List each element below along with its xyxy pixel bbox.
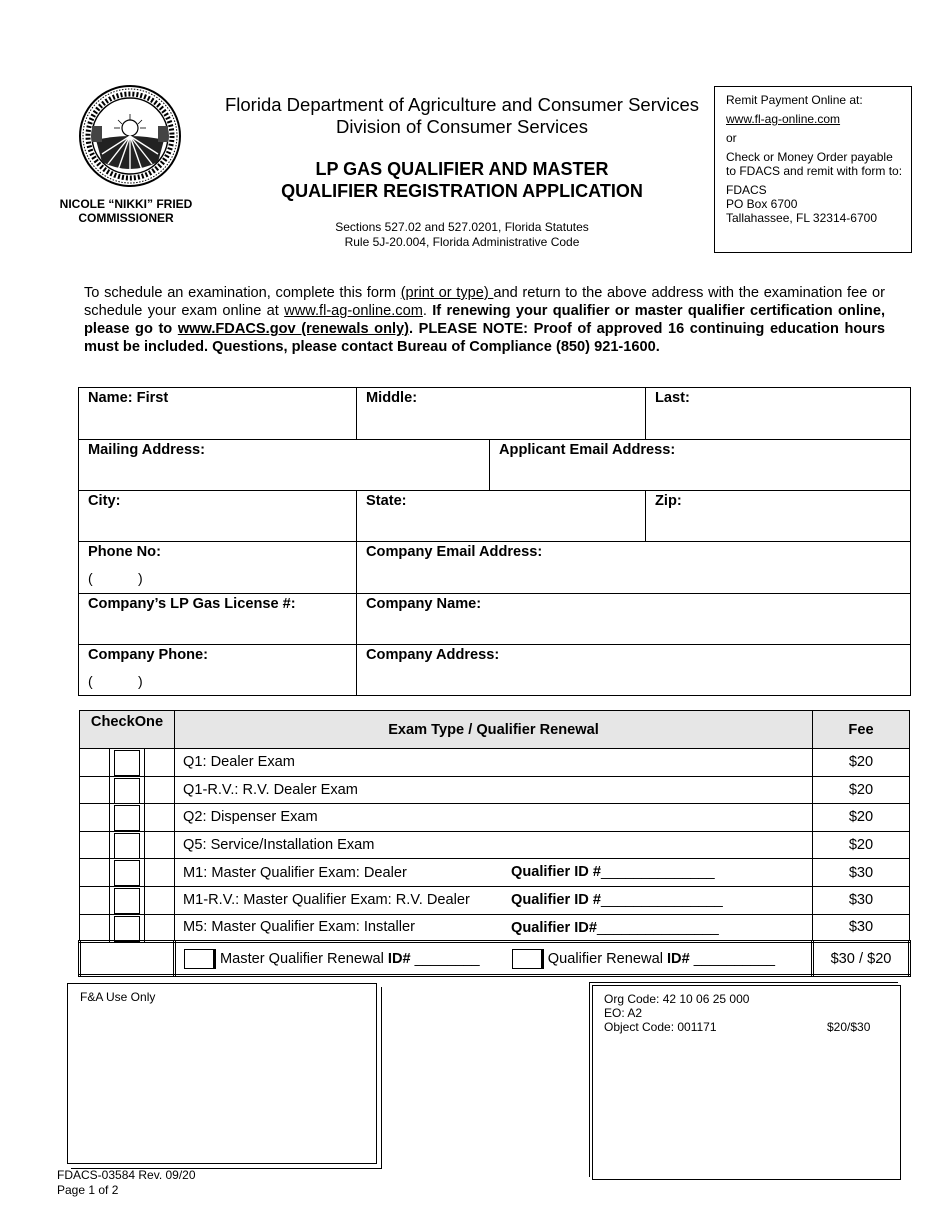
form-title-line-1: LP GAS QUALIFIER AND MASTER bbox=[315, 159, 609, 179]
commissioner-line-1: NICOLE “NIKKI” FRIED bbox=[59, 197, 193, 211]
company-email-label: Company Email Address: bbox=[366, 544, 543, 560]
phone-area-code bbox=[88, 570, 143, 586]
exam-fee: $20 bbox=[813, 776, 910, 804]
form-title bbox=[212, 158, 712, 202]
intro-renew-link[interactable]: www.FDACS.gov (renewals only) bbox=[177, 321, 410, 337]
state-field[interactable] bbox=[357, 491, 646, 542]
exam-type-label: M5: Master Qualifier Exam: Installer bbox=[183, 919, 415, 936]
exam-type-label: Q1: Dealer Exam bbox=[183, 754, 295, 771]
agency-name: Florida Department of Agriculture and Consumer Services bbox=[224, 94, 700, 115]
exam-type-cell bbox=[175, 886, 813, 914]
fee-amount: $20/$30 bbox=[827, 1020, 871, 1034]
company-email-field[interactable] bbox=[357, 542, 910, 594]
exam-type-header: Exam Type / Qualifier Renewal bbox=[175, 711, 813, 749]
exam-type-label: Q5: Service/Installation Exam bbox=[183, 837, 375, 854]
exam-fee: $30 bbox=[813, 886, 910, 914]
remit-check-instructions: Check or Money Order payable to FDACS and remit with form to: bbox=[726, 150, 903, 178]
zip-label: Zip: bbox=[655, 493, 682, 509]
exam-type-cell bbox=[175, 831, 813, 859]
applicant-info-form bbox=[78, 387, 911, 696]
exam-check-cell bbox=[80, 886, 175, 914]
fa-use-only-label: F&A Use Only bbox=[80, 990, 156, 1004]
city-label: City: bbox=[88, 493, 121, 509]
exam-check-cell bbox=[80, 831, 175, 859]
page-number: Page 1 of 2 bbox=[57, 1183, 119, 1197]
company-name-label: Company Name: bbox=[366, 596, 482, 612]
exam-fee: $30 bbox=[813, 859, 910, 887]
exam-fee: $20 bbox=[813, 831, 910, 859]
master-renewal-label: Master Qualifier Renewal bbox=[220, 950, 388, 967]
exam-row bbox=[80, 914, 910, 942]
remit-address-line-2: PO Box 6700 bbox=[726, 197, 798, 211]
company-address-field[interactable] bbox=[357, 645, 910, 695]
company-phone-area-code bbox=[88, 673, 143, 689]
check-one-header: CheckOne bbox=[80, 711, 175, 749]
intro-text-1: To schedule an examination, complete this form bbox=[84, 285, 401, 301]
form-number: FDACS-03584 Rev. 09/20 bbox=[57, 1168, 196, 1182]
exam-row bbox=[80, 886, 910, 914]
area-code-close: ) bbox=[138, 570, 143, 586]
middle-name-field[interactable] bbox=[357, 388, 646, 440]
master-renewal-id-blank[interactable]: ________ bbox=[410, 950, 480, 967]
area-code-open: ( bbox=[88, 570, 93, 586]
org-code-box bbox=[592, 985, 901, 1180]
qualifier-id-label: Qualifier ID # bbox=[511, 864, 602, 881]
applicant-email-label: Applicant Email Address: bbox=[499, 442, 676, 458]
qualifier-id-label: Qualifier ID# bbox=[511, 919, 597, 936]
renewal-options bbox=[175, 942, 813, 976]
remit-or: or bbox=[726, 131, 737, 145]
exam-fee: $20 bbox=[813, 804, 910, 832]
exam-fee: $30 bbox=[813, 914, 910, 942]
exam-check-cell bbox=[80, 804, 175, 832]
exam-checkbox[interactable] bbox=[114, 860, 140, 886]
exam-checkbox[interactable] bbox=[114, 750, 140, 776]
exam-type-label: Q2: Dispenser Exam bbox=[183, 809, 318, 826]
exam-row bbox=[80, 859, 910, 887]
company-name-field[interactable] bbox=[357, 594, 910, 645]
form-footer bbox=[57, 1168, 196, 1198]
exam-checkbox[interactable] bbox=[114, 805, 140, 831]
exam-fee: $20 bbox=[813, 749, 910, 777]
qualifier-id-field[interactable] bbox=[511, 920, 719, 936]
remit-address-line-1: FDACS bbox=[726, 183, 767, 197]
statute-reference bbox=[212, 220, 712, 250]
intro-note-text: . PLEASE NOTE: Proof of approved 16 continuing education hours must be included. Questions, please contact Bureau of Compliance (850) 921-1600. bbox=[84, 321, 885, 355]
exam-type-label: Q1-R.V.: R.V. Dealer Exam bbox=[183, 781, 358, 798]
middle-name-label: Middle: bbox=[366, 390, 418, 406]
qualifier-renewal-label: Qualifier Renewal bbox=[547, 950, 667, 967]
exam-checkbox[interactable] bbox=[114, 778, 140, 804]
division-name: Division of Consumer Services bbox=[336, 116, 588, 137]
last-name-label: Last: bbox=[655, 390, 690, 406]
exam-type-cell bbox=[175, 776, 813, 804]
exam-row bbox=[80, 749, 910, 777]
city-field[interactable] bbox=[79, 491, 357, 542]
department-seal-logo bbox=[78, 84, 182, 188]
exam-checkbox[interactable] bbox=[114, 833, 140, 859]
phone-label: Phone No: bbox=[88, 544, 161, 560]
qualifier-renewal-id-label: ID# bbox=[667, 950, 690, 967]
exam-row bbox=[80, 831, 910, 859]
qualifier-renewal-id-blank[interactable]: __________ bbox=[689, 950, 775, 967]
first-name-field[interactable] bbox=[79, 388, 357, 440]
object-code: Object Code: 001171 bbox=[604, 1020, 717, 1034]
exam-check-cell bbox=[80, 749, 175, 777]
exam-type-cell bbox=[175, 859, 813, 887]
intro-print-type: (print or type) bbox=[400, 285, 494, 301]
first-name-label: Name: First bbox=[88, 390, 169, 406]
instructions-paragraph bbox=[84, 284, 885, 356]
exam-check-cell bbox=[80, 914, 175, 942]
zip-field[interactable] bbox=[646, 491, 910, 542]
company-phone-field[interactable] bbox=[79, 645, 357, 695]
exam-type-cell bbox=[175, 914, 813, 942]
phone-field[interactable] bbox=[79, 542, 357, 594]
exam-type-table bbox=[78, 710, 911, 977]
commissioner-name bbox=[40, 197, 212, 225]
exam-type-label: M1: Master Qualifier Exam: Dealer bbox=[183, 864, 407, 881]
org-code: Org Code: 42 10 06 25 000 bbox=[604, 992, 750, 1006]
exam-row bbox=[80, 776, 910, 804]
remit-online-link[interactable]: www.fl-ag-online.com bbox=[726, 112, 841, 126]
statute-line-1: Sections 527.02 and 527.0201, Florida Statutes bbox=[335, 220, 589, 234]
remit-address-line-3: Tallahassee, FL 32314-6700 bbox=[726, 211, 877, 225]
qualifier-id-blank[interactable]: _______________ bbox=[601, 891, 723, 908]
intro-online-link[interactable]: www.fl-ag-online.com bbox=[284, 303, 423, 319]
mailing-address-label: Mailing Address: bbox=[88, 442, 206, 458]
master-renewal-id-label: ID# bbox=[387, 950, 411, 967]
master-renewal-checkbox[interactable] bbox=[184, 949, 214, 969]
eo-code: EO: A2 bbox=[604, 1006, 643, 1020]
intro-text-2: and return to the above address with the examination fee or schedule your exam online at bbox=[84, 285, 886, 319]
company-area-code-open: ( bbox=[88, 673, 93, 689]
applicant-email-field[interactable] bbox=[490, 440, 910, 491]
mailing-address-field[interactable] bbox=[79, 440, 490, 491]
company-phone-label: Company Phone: bbox=[88, 647, 208, 663]
renewal-row bbox=[80, 942, 910, 976]
remit-online-label: Remit Payment Online at: bbox=[726, 93, 863, 107]
qualifier-renewal-checkbox[interactable] bbox=[512, 949, 542, 969]
exam-row bbox=[80, 804, 910, 832]
fee-header: Fee bbox=[813, 711, 910, 749]
remit-payment-box bbox=[714, 86, 912, 253]
renewal-check-cell bbox=[80, 942, 175, 976]
statute-line-2: Rule 5J-20.004, Florida Administrative Code bbox=[344, 235, 580, 249]
state-label: State: bbox=[366, 493, 407, 509]
exam-type-cell bbox=[175, 749, 813, 777]
exam-type-cell bbox=[175, 804, 813, 832]
intro-text-3: . bbox=[422, 303, 433, 319]
last-name-field[interactable] bbox=[646, 388, 910, 440]
qualifier-id-field[interactable] bbox=[511, 892, 723, 908]
renewal-fee: $30 / $20 bbox=[813, 942, 910, 976]
commissioner-line-2: COMMISSIONER bbox=[78, 211, 174, 225]
company-area-code-close: ) bbox=[138, 673, 143, 689]
qualifier-id-label: Qualifier ID # bbox=[511, 891, 602, 908]
intro-renew-text: If renewing your qualifier or master qualifier certification online, please go to bbox=[84, 303, 886, 337]
fa-use-only-box bbox=[67, 983, 377, 1164]
form-header bbox=[212, 94, 712, 250]
form-title-line-2: QUALIFIER REGISTRATION APPLICATION bbox=[281, 181, 643, 201]
exam-check-cell bbox=[80, 859, 175, 887]
qualifier-id-blank[interactable]: _______________ bbox=[596, 919, 719, 936]
exam-type-label: M1-R.V.: Master Qualifier Exam: R.V. Dealer bbox=[183, 892, 470, 909]
exam-checkbox[interactable] bbox=[114, 888, 140, 914]
exam-check-cell bbox=[80, 776, 175, 804]
company-license-label: Company’s LP Gas License #: bbox=[88, 596, 296, 612]
qualifier-id-blank[interactable]: ______________ bbox=[601, 864, 715, 881]
exam-checkbox[interactable] bbox=[114, 916, 140, 942]
company-address-label: Company Address: bbox=[366, 647, 500, 663]
qualifier-id-field[interactable] bbox=[511, 864, 715, 880]
company-license-field[interactable] bbox=[79, 594, 357, 645]
